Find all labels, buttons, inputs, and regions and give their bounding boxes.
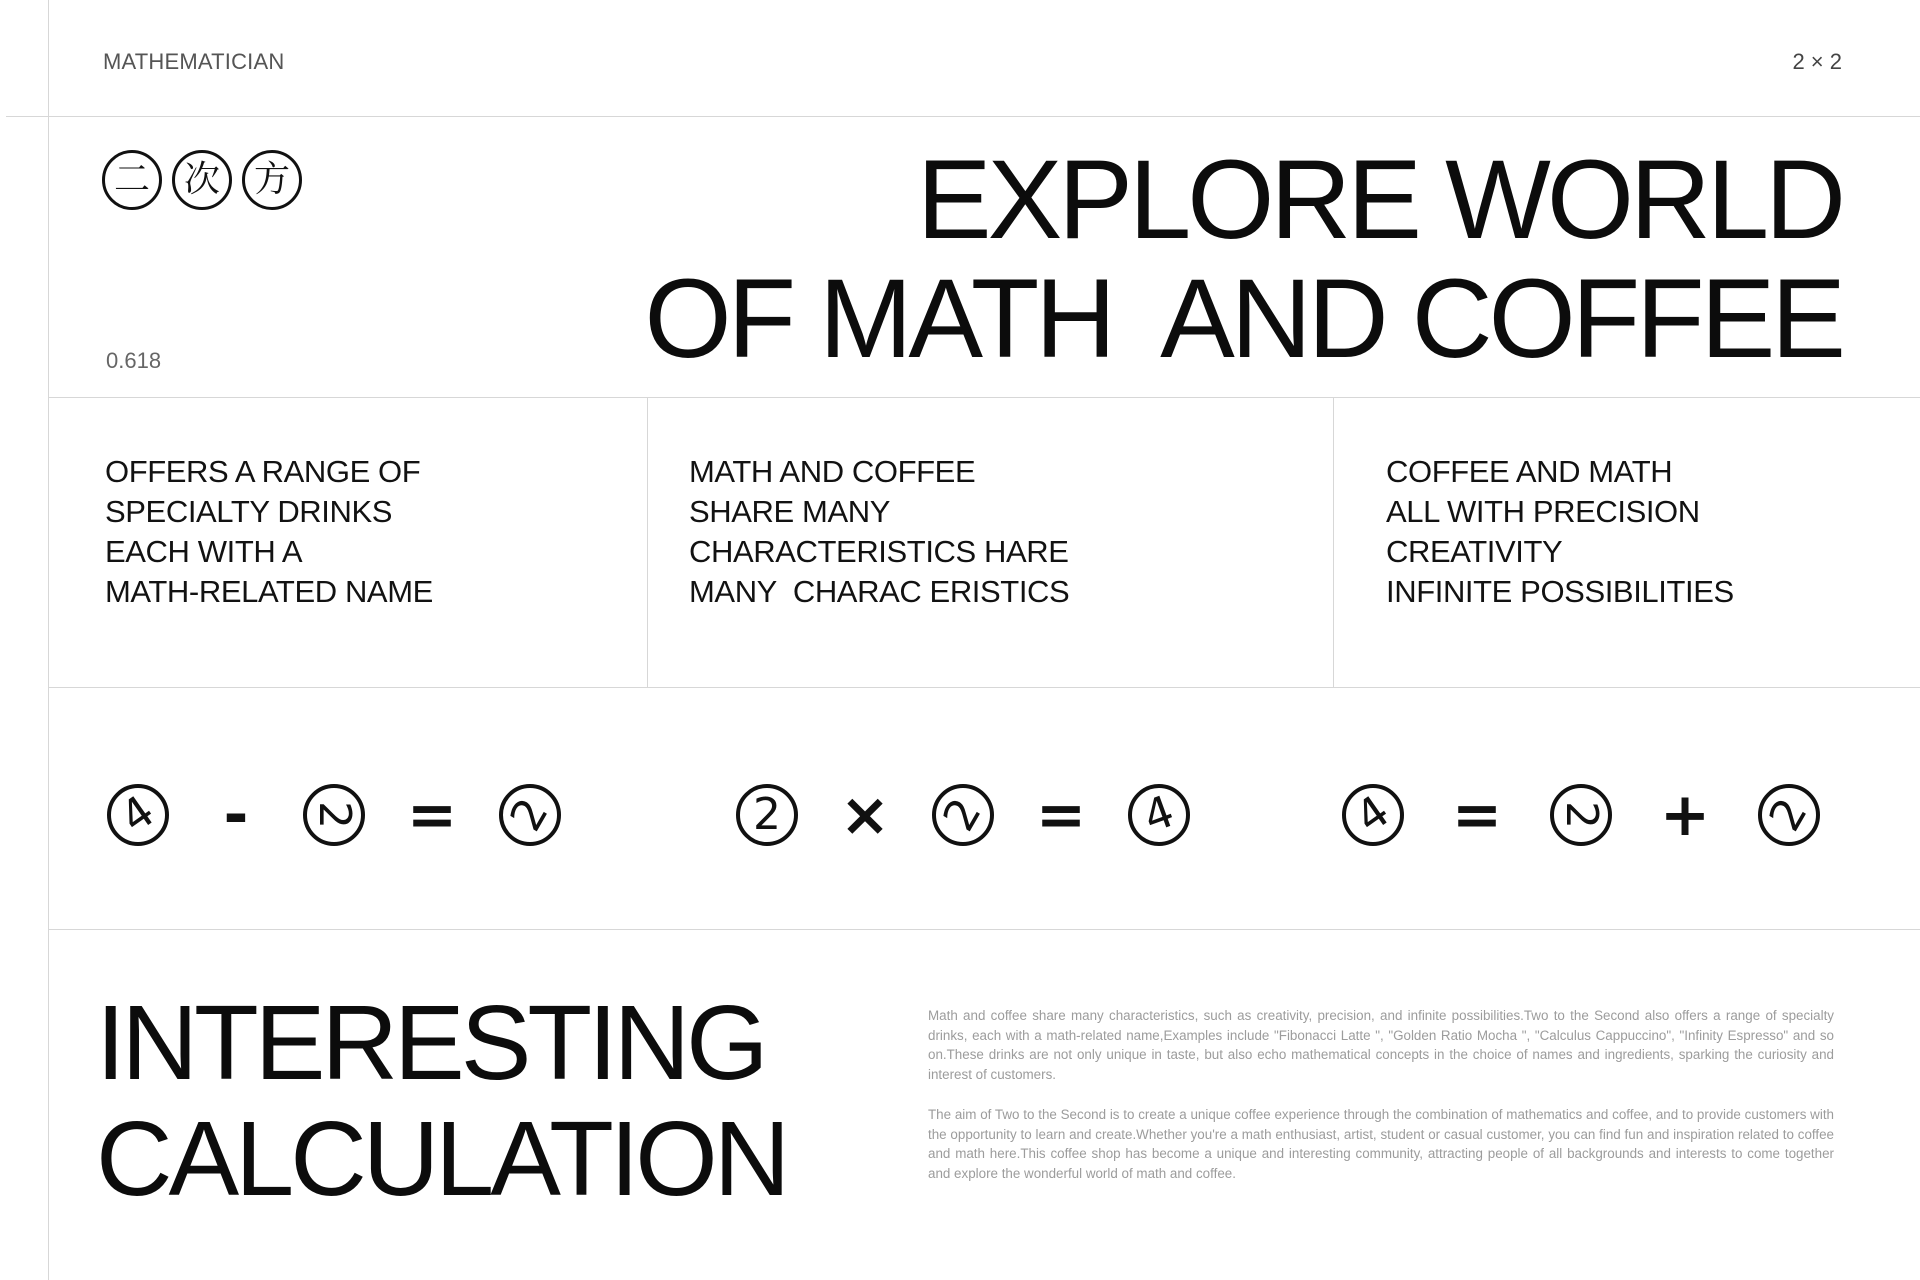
circled-glyph-group xyxy=(102,150,302,210)
circled-digit: 4 xyxy=(1342,784,1404,846)
circled-glyph-fang: 方 xyxy=(242,150,302,210)
body-paragraph-1: Math and coffee share many characteristics, such as creativity, precision, and infinite possibilities.Two to the Second also offers a range of specialty drinks, each with a math-related name,Examples include "Fibonacci Latte ", "Golden Ratio Mocha ", "Calculus Cappuccino", "Infinity Espresso" and so on.These drinks are not only unique in taste, but also echo mathematical concepts in the choice of names and ingredients, sparking the curiosity and interest of customers. xyxy=(928,1008,1834,1082)
left-margin-rule xyxy=(48,0,49,1280)
header-divider xyxy=(6,116,1920,117)
section-title-line-2: CALCULATION xyxy=(96,1100,787,1218)
feature-line: MANY CHARAC ERISTICS xyxy=(689,574,1070,609)
feature-line: CHARACTERISTICS HARE xyxy=(689,534,1069,569)
feature-column-2 xyxy=(689,452,1069,612)
hero-title xyxy=(542,137,1842,381)
feature-line: SPECIALTY DRINKS xyxy=(105,494,393,529)
column-divider-1 xyxy=(647,397,648,687)
body-paragraph-2: The aim of Two to the Second is to create a unique coffee experience through the combination of mathematics and coffee, and to provide customers with the opportunity to learn and create.Whether you're a math enthusiast, artist, student or casual customer, you can find fun and inspiration related to coffee and math here.This coffee shop has become a unique and interesting community, attracting people of all backgrounds and interests to come together and explore the wonderful world of math and coffee. xyxy=(928,1107,1834,1181)
circled-digit: 2 xyxy=(932,784,994,846)
equation-1 xyxy=(107,780,561,850)
hero-title-line-1: EXPLORE WORLD xyxy=(916,137,1842,262)
golden-ratio-label: 0.618 xyxy=(106,348,162,373)
equals-operator: = xyxy=(1035,780,1087,850)
page-mark: 2 × 2 xyxy=(1792,49,1842,74)
feature-column-3 xyxy=(1386,452,1734,612)
circled-digit: 2 xyxy=(736,784,798,846)
feature-line: INFINITE POSSIBILITIES xyxy=(1386,574,1734,609)
feature-line: MATH AND COFFEE xyxy=(689,454,976,489)
column-divider-2 xyxy=(1333,397,1334,687)
feature-line: OFFERS A RANGE OF xyxy=(105,454,421,489)
feature-column-1 xyxy=(105,452,433,612)
times-operator: × xyxy=(839,780,891,850)
feature-line: CREATIVITY xyxy=(1386,534,1563,569)
feature-line: SHARE MANY xyxy=(689,494,890,529)
feature-line: MATH-RELATED NAME xyxy=(105,574,433,609)
plus-operator: + xyxy=(1659,780,1711,850)
feature-line: COFFEE AND MATH xyxy=(1386,454,1673,489)
circled-digit: 4 xyxy=(107,784,169,846)
circled-digit: 2 xyxy=(499,784,561,846)
equation-2 xyxy=(736,780,1190,850)
circled-digit: 2 xyxy=(1550,784,1612,846)
equals-operator: = xyxy=(1451,780,1503,850)
hero-title-line-2: OF MATH AND COFFEE xyxy=(644,256,1842,381)
section-title-line-1: INTERESTING xyxy=(96,984,765,1102)
equation-3 xyxy=(1342,780,1820,850)
minus-operator: - xyxy=(223,780,249,850)
equals-operator: = xyxy=(406,780,458,850)
brand-label: MATHEMATICIAN xyxy=(103,49,285,74)
section-title xyxy=(96,985,786,1217)
feature-line: ALL WITH PRECISION xyxy=(1386,494,1700,529)
feature-line: EACH WITH A xyxy=(105,534,303,569)
circled-digit: 4 xyxy=(1128,784,1190,846)
hero-divider xyxy=(48,397,1920,398)
circled-glyph-ci: 次 xyxy=(172,150,232,210)
equations-divider xyxy=(48,929,1920,930)
features-divider xyxy=(48,687,1920,688)
circled-digit: 2 xyxy=(303,784,365,846)
circled-digit: 2 xyxy=(1758,784,1820,846)
circled-glyph-er: 二 xyxy=(102,150,162,210)
